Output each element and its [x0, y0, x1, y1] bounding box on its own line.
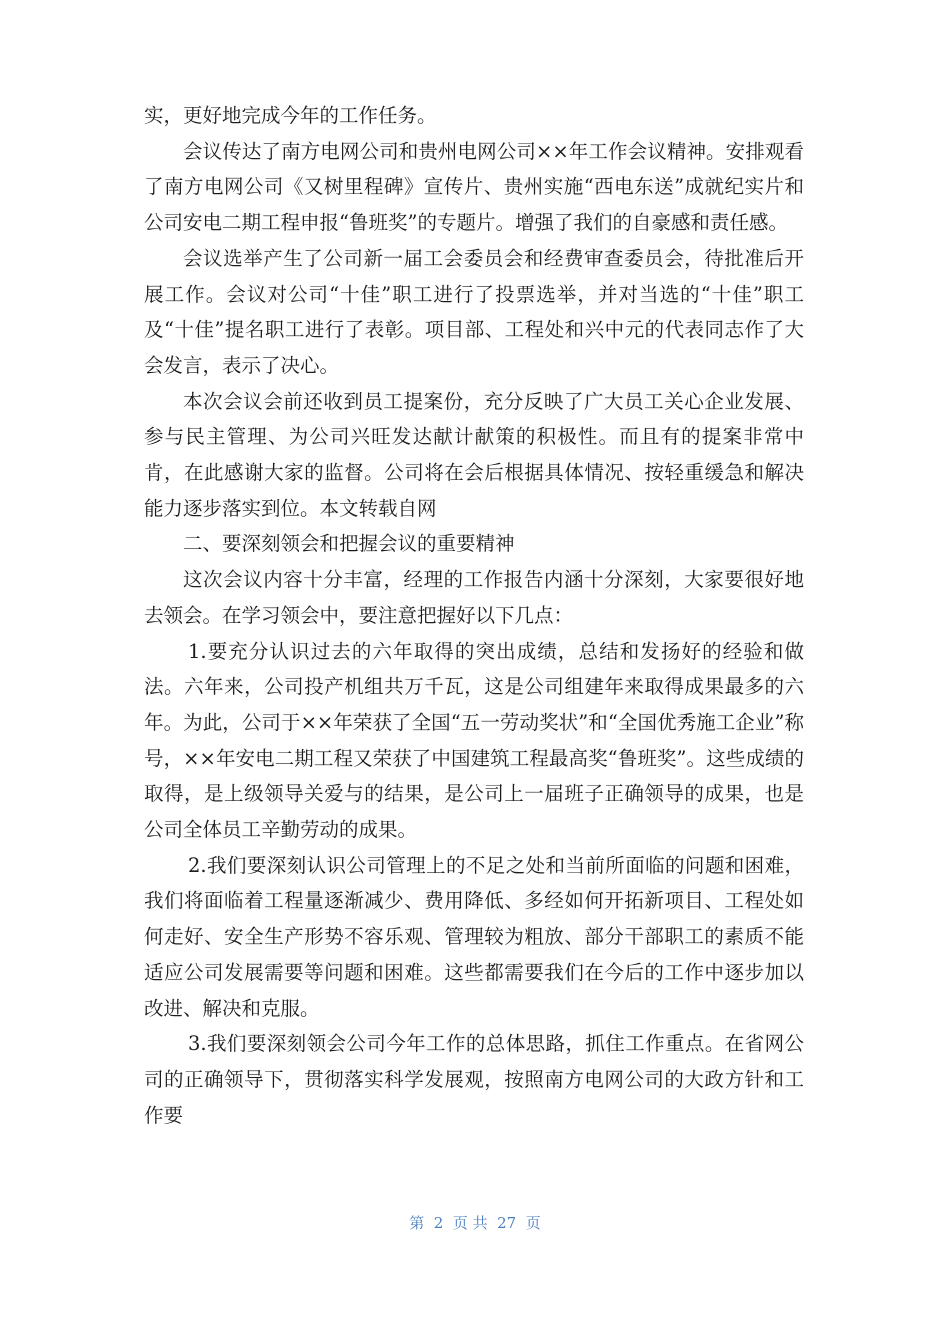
list-item-1: 1.要充分认识过去的六年取得的突出成绩，总结和发扬好的经验和做法。六年来，公司投产机组共万千瓦，这是公司组建年来取得成果最多的六年。为此，公司于××年荣获了全国“五一劳动奖状”和“全国优秀施工企业”称号，××年安电二期工程又荣获了中国建筑工程最高奖“鲁班奖”。这些成绩的取得，是上级领导关爱与的结果，是公司上一届班子正确领导的成果，也是公司全体员工辛勤劳动的成果。	[144, 639, 804, 842]
paragraph-election: 会议选举产生了公司新一届工会委员会和经费审查委员会，待批准后开展工作。会议对公司“十佳”职工进行了投票选举，并对当选的“十佳”职工及“十佳”提名职工进行了表彰。项目部、工程处和兴中元的代表同志作了大会发言，表示了决心。	[144, 246, 804, 377]
paragraph-proposals: 本次会议会前还收到员工提案份，充分反映了广大员工关心企业发展、参与民主管理、为公司兴旺发达献计献策的积极性。而且有的提案非常中肯，在此感谢大家的监督。公司将在会后根据具体情况、按轻重缓急和解决能力逐步落实到位。本文转载自网	[144, 389, 804, 520]
paragraph-continuation: 实，更好地完成今年的工作任务。	[144, 104, 437, 127]
section-heading: 二、要深刻领会和把握会议的重要精神	[183, 532, 515, 556]
paragraph-meeting-relay: 会议传达了南方电网公司和贵州电网公司××年工作会议精神。安排观看了南方电网公司《又树里程碑》宣传片、贵州实施“西电东送”成就纪实片和公司安电二期工程申报“鲁班奖”的专题片。增强了我们的自豪感和责任感。	[144, 139, 804, 235]
list-item-2: 2.我们要深刻认识公司管理上的不足之处和当前所面临的问题和困难，我们将面临着工程量逐渐减少、费用降低、多经如何开拓新项目、工程处如何走好、安全生产形势不容乐观、管理较为粗放、部分干部职工的素质不能适应公司发展需要等问题和困难。这些都需要我们在今后的工作中逐步加以改进、解决和克服。	[144, 853, 804, 1020]
page-number-footer: 第 2 页 共 27 页	[409, 1214, 541, 1232]
paragraph-intro: 这次会议内容十分丰富，经理的工作报告内涵十分深刻，大家要很好地去领会。在学习领会中，要注意把握好以下几点：	[144, 568, 804, 627]
document-body	[144, 98, 804, 1133]
list-item-3: 3.我们要深刻领会公司今年工作的总体思路，抓住工作重点。在省网公司的正确领导下，贯彻落实科学发展观，按照南方电网公司的大政方针和工作要	[144, 1032, 804, 1127]
